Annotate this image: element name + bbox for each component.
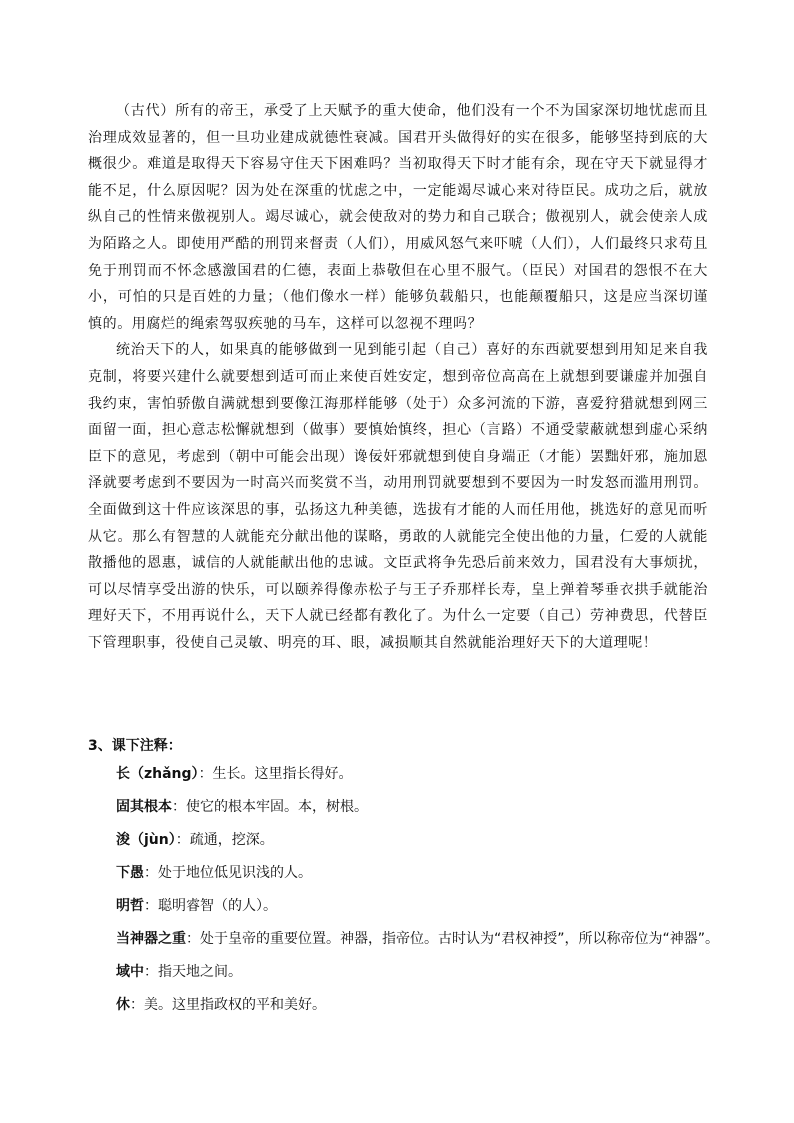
note-item [116, 830, 756, 863]
notes-heading: 3、课下注释： [88, 738, 182, 754]
note-item [116, 896, 756, 929]
note-definition: ：指天地之间。 [144, 964, 242, 980]
note-term: 域中 [116, 964, 144, 980]
note-term: 下愚 [116, 865, 144, 881]
translation-paragraph-2: 统治天下的人，如果真的能够做到一见到能引起（自己）喜好的东西就要想到用知足来自我克制，将要兴建什么就要想到适可而止来使百姓安定，想到帝位高高在上就想到要谦虚并加强自我约束，害怕骄傲自满就想到要像江海那样能够（处于）众多河流的下游，喜爱狩猎就想到网三面留一面，担心意志松懈就想到（做事）要慎始慎终，担心（言路）不通受蒙蔽就想到虚心采纳臣下的意见，考虑到（朝中可能会出现）谗佞奸邪就想到使自身端正（才能）罢黜奸邪，施加恩泽就要考虑到不要因为一时高兴而奖赏不当，动用刑罚就要想到不要因为一时发怒而滥用刑罚。全面做到这十件应该深思的事，弘扬这九种美德，选拔有才能的人而任用他，挑选好的意见而听从它。那么有智慧的人就能充分献出他的谋略，勇敢的人就能完全使出他的力量，仁爱的人就能散播他的恩惠，诚信的人就能献出他的忠诚。文臣武将争先恐后前来效力，国君没有大事烦扰，可以尽情享受出游的快乐，可以颐养得像赤松子与王子乔那样长寿，皇上弹着琴垂衣拱手就能治理好天下，不用再说什么，天下人就已经都有教化了。为什么一定要（自己）劳神费思，代替臣下管理职事，役使自己灵敏、明亮的耳、眼，减损顺其自然就能治理好天下的大道理呢！ [88, 342, 708, 651]
translation-paragraph-1: （古代）所有的帝王，承受了上天赋予的重大使命，他们没有一个不为国家深切地忧虑而且治理成效显著的，但一旦功业建成就德性衰减。国君开头做得好的实在很多，能够坚持到底的大概很少。难道是取得天下容易守住天下困难吗？当初取得天下时才能有余，现在守天下就显得才能不足，什么原因呢？因为处在深重的忧虑之中，一定能竭尽诚心来对待臣民。成功之后，就放纵自己的性情来傲视别人。竭尽诚心，就会使敌对的势力和自己联合；傲视别人，就会使亲人成为陌路之人。即使用严酷的刑罚来督责（人们），用威风怒气来吓唬（人们），人们最终只求苟且免于刑罚而不怀念感激国君的仁德，表面上恭敬但在心里不服气。（臣民）对国君的怨恨不在大小，可怕的只是百姓的力量；（他们像水一样）能够负载船只，也能颠覆船只，这是应当深切谨慎的。用腐烂的绳索驾驭疾驰的马车，这样可以忽视不理吗？ [88, 103, 708, 332]
note-item [116, 962, 756, 995]
note-definition: ：聪明睿智（的人）。 [144, 898, 277, 914]
note-term: 当神器之重 [116, 931, 186, 947]
note-item [116, 863, 756, 896]
note-term: 浚（jùn） [116, 832, 176, 848]
note-definition: ：疏通，挖深。 [175, 832, 274, 848]
note-definition: ：使它的根本牢固。本，树根。 [172, 799, 368, 815]
note-item [116, 797, 756, 830]
note-term: 固其根本 [116, 799, 172, 815]
note-definition: ：美。这里指政权的平和美好。 [130, 997, 326, 1013]
note-definition: ：处于地位低见识浅的人。 [144, 865, 312, 881]
note-term: 休 [116, 997, 130, 1013]
note-definition: ：处于皇帝的重要位置。神器，指帝位。古时认为“君权神授”，所以称帝位为“神器”。 [186, 931, 720, 947]
note-item [116, 764, 756, 797]
note-item [116, 929, 756, 962]
translation-text [88, 98, 708, 656]
note-term: 长（zhǎng） [116, 766, 199, 782]
notes-list [116, 764, 756, 1028]
note-definition: ：生长。这里指长得好。 [198, 766, 353, 782]
note-item [116, 995, 756, 1028]
note-term: 明哲 [116, 898, 144, 914]
